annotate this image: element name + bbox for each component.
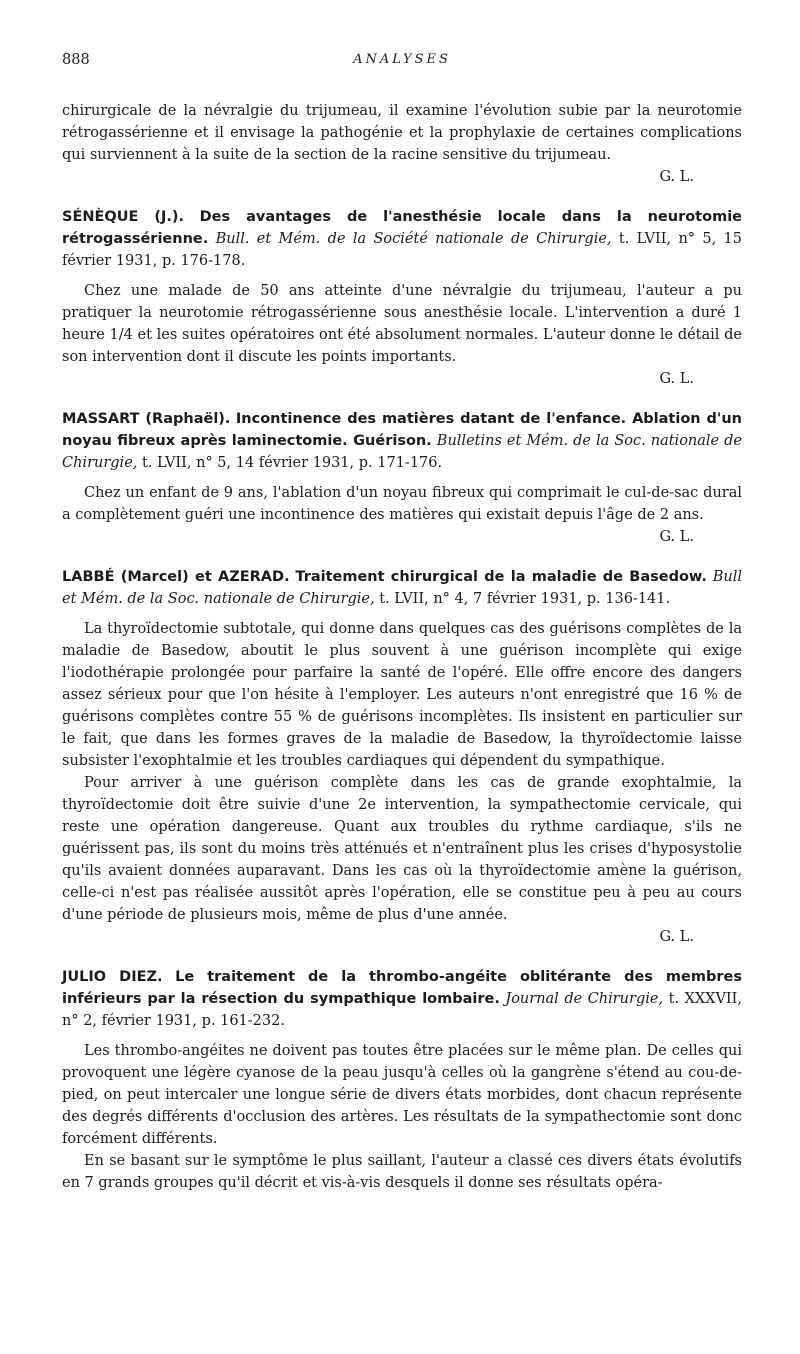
entry-heading	[62, 966, 742, 1032]
running-head: ANALYSES	[353, 52, 451, 67]
entry-paragraph: Les thrombo-angéites ne doivent pas toutes être placées sur le même plan. De celles qui provoquent une légère cyanose de la peau jusqu'à celles où la gangrène s'étend au cou-de-pied, on peut intercaler une longue série de divers états morbides, dont chacun représente des degrés différents d'occlusion des artères. Les résultats de la sympathectomie sont donc forcément différents.	[62, 1043, 742, 1147]
page-content	[62, 100, 742, 1194]
page-number: 888	[62, 52, 90, 68]
entry-reference: t. LVII, n° 5, 14 février 1931, p. 171-176.	[142, 455, 443, 471]
continuation-signature: G. L.	[659, 169, 694, 185]
entry-title: Des avantages de l'anesthésie locale dans la neurotomie rétrogassérienne.	[62, 209, 742, 247]
abstract-entry	[62, 408, 742, 548]
entry-signature: G. L.	[659, 529, 694, 545]
entry-title: Incontinence des matières datant de l'enfance. Ablation d'un noyau fibreux après laminectomie. Guérison.	[62, 411, 742, 449]
entry-signature: G. L.	[659, 929, 694, 945]
entry-reference: t. XXXVII, n° 2, février 1931, p. 161-232.	[62, 991, 742, 1029]
entry-paragraph: Chez un enfant de 9 ans, l'ablation d'un noyau fibreux qui comprimait le cul-de-sac dural a complètement guéri une incontinence des matières qui existait depuis l'âge de 2 ans.	[62, 485, 742, 523]
entry-signature: G. L.	[659, 371, 694, 387]
abstract-entry	[62, 566, 742, 948]
entry-author: MASSART (Raphaël).	[62, 411, 231, 427]
entry-paragraph: En se basant sur le symptôme le plus saillant, l'auteur a classé ces divers états évolutifs en 7 grands groupes qu'il décrit et vis-à-vis desquels il donne ses résultats opéra-	[62, 1153, 742, 1191]
entry-paragraph: La thyroïdectomie subtotale, qui donne dans quelques cas des guérisons complètes de la maladie de Basedow, aboutit le plus souvent à une guérison incomplète qui exige l'iodothérapie prolongée pour parfaire la santé de l'opéré. Elle offre encore des dangers assez sérieux pour que l'on hésite à l'employer. Les auteurs n'ont enregistré que 16 % de guérisons complètes contre 55 % de guérisons incomplètes. Ils insistent en particulier sur le fait, que dans les formes graves de la maladie de Basedow, la thyroïdectomie laisse subsister l'exophtalmie et les troubles cardiaques qui dépendent du sympathique.	[62, 621, 742, 769]
entry-author: LABBÉ (Marcel) et AZERAD.	[62, 569, 290, 585]
entry-heading	[62, 206, 742, 272]
entry-title: Le traitement de la thrombo-angéite oblitérante des membres inférieurs par la résection du sympathique lombaire.	[62, 969, 742, 1007]
abstract-entry	[62, 966, 742, 1194]
entry-heading	[62, 408, 742, 474]
page-header	[62, 52, 742, 78]
entry-paragraph: Pour arriver à une guérison complète dans les cas de grande exophtalmie, la thyroïdectomie doit être suivie d'une 2e intervention, la sympathectomie cervicale, qui reste une opération dangereuse. Quant aux troubles du rythme cardiaque, s'ils ne guérissent pas, ils sont du moins très atténués et n'entraînent plus les crises d'hyposystolie qu'ils avaient données auparavant. Dans les cas où la thyroïdectomie amène la guérison, celle-ci n'est pas réalisée aussitôt après l'opération, elle se constitue peu à peu au cours d'une période de plusieurs mois, même de plus d'une année.	[62, 775, 742, 923]
entry-author: SÉNÈQUE (J.).	[62, 209, 185, 225]
entry-author: JULIO DIEZ.	[62, 969, 163, 985]
continuation-paragraph: chirurgicale de la névralgie du trijumeau, il examine l'évolution subie par la neurotomie rétrogassérienne et il envisage la pathogénie et la prophylaxie de certaines complications qui surviennent à la suite de la section de la racine sensitive du trijumeau.	[62, 103, 742, 163]
entry-reference: t. LVII, n° 5, 15 février 1931, p. 176-178.	[62, 231, 742, 269]
entry-journal: Bull. et Mém. de la Société nationale de Chirurgie,	[215, 231, 612, 247]
entry-journal: Journal de Chirurgie,	[505, 991, 664, 1007]
abstract-entry	[62, 206, 742, 390]
entry-reference: t. LVII, n° 4, 7 février 1931, p. 136-141.	[379, 591, 671, 607]
entry-paragraph: Chez une malade de 50 ans atteinte d'une névralgie du trijumeau, l'auteur a pu pratiquer la neurotomie rétrogassérienne sous anesthésie locale. L'intervention a duré 1 heure 1/4 et les suites opératoires ont été absolument normales. L'auteur donne le détail de son intervention dont il discute les points importants.	[62, 283, 742, 365]
entry-journal: Bulletins et Mém. de la Soc. nationale de Chirurgie,	[62, 433, 743, 471]
entry-heading	[62, 566, 742, 610]
entry-title: Traitement chirurgical de la maladie de Basedow.	[295, 569, 707, 585]
entry-journal: Bull et Mém. de la Soc. nationale de Chirurgie,	[62, 569, 742, 607]
